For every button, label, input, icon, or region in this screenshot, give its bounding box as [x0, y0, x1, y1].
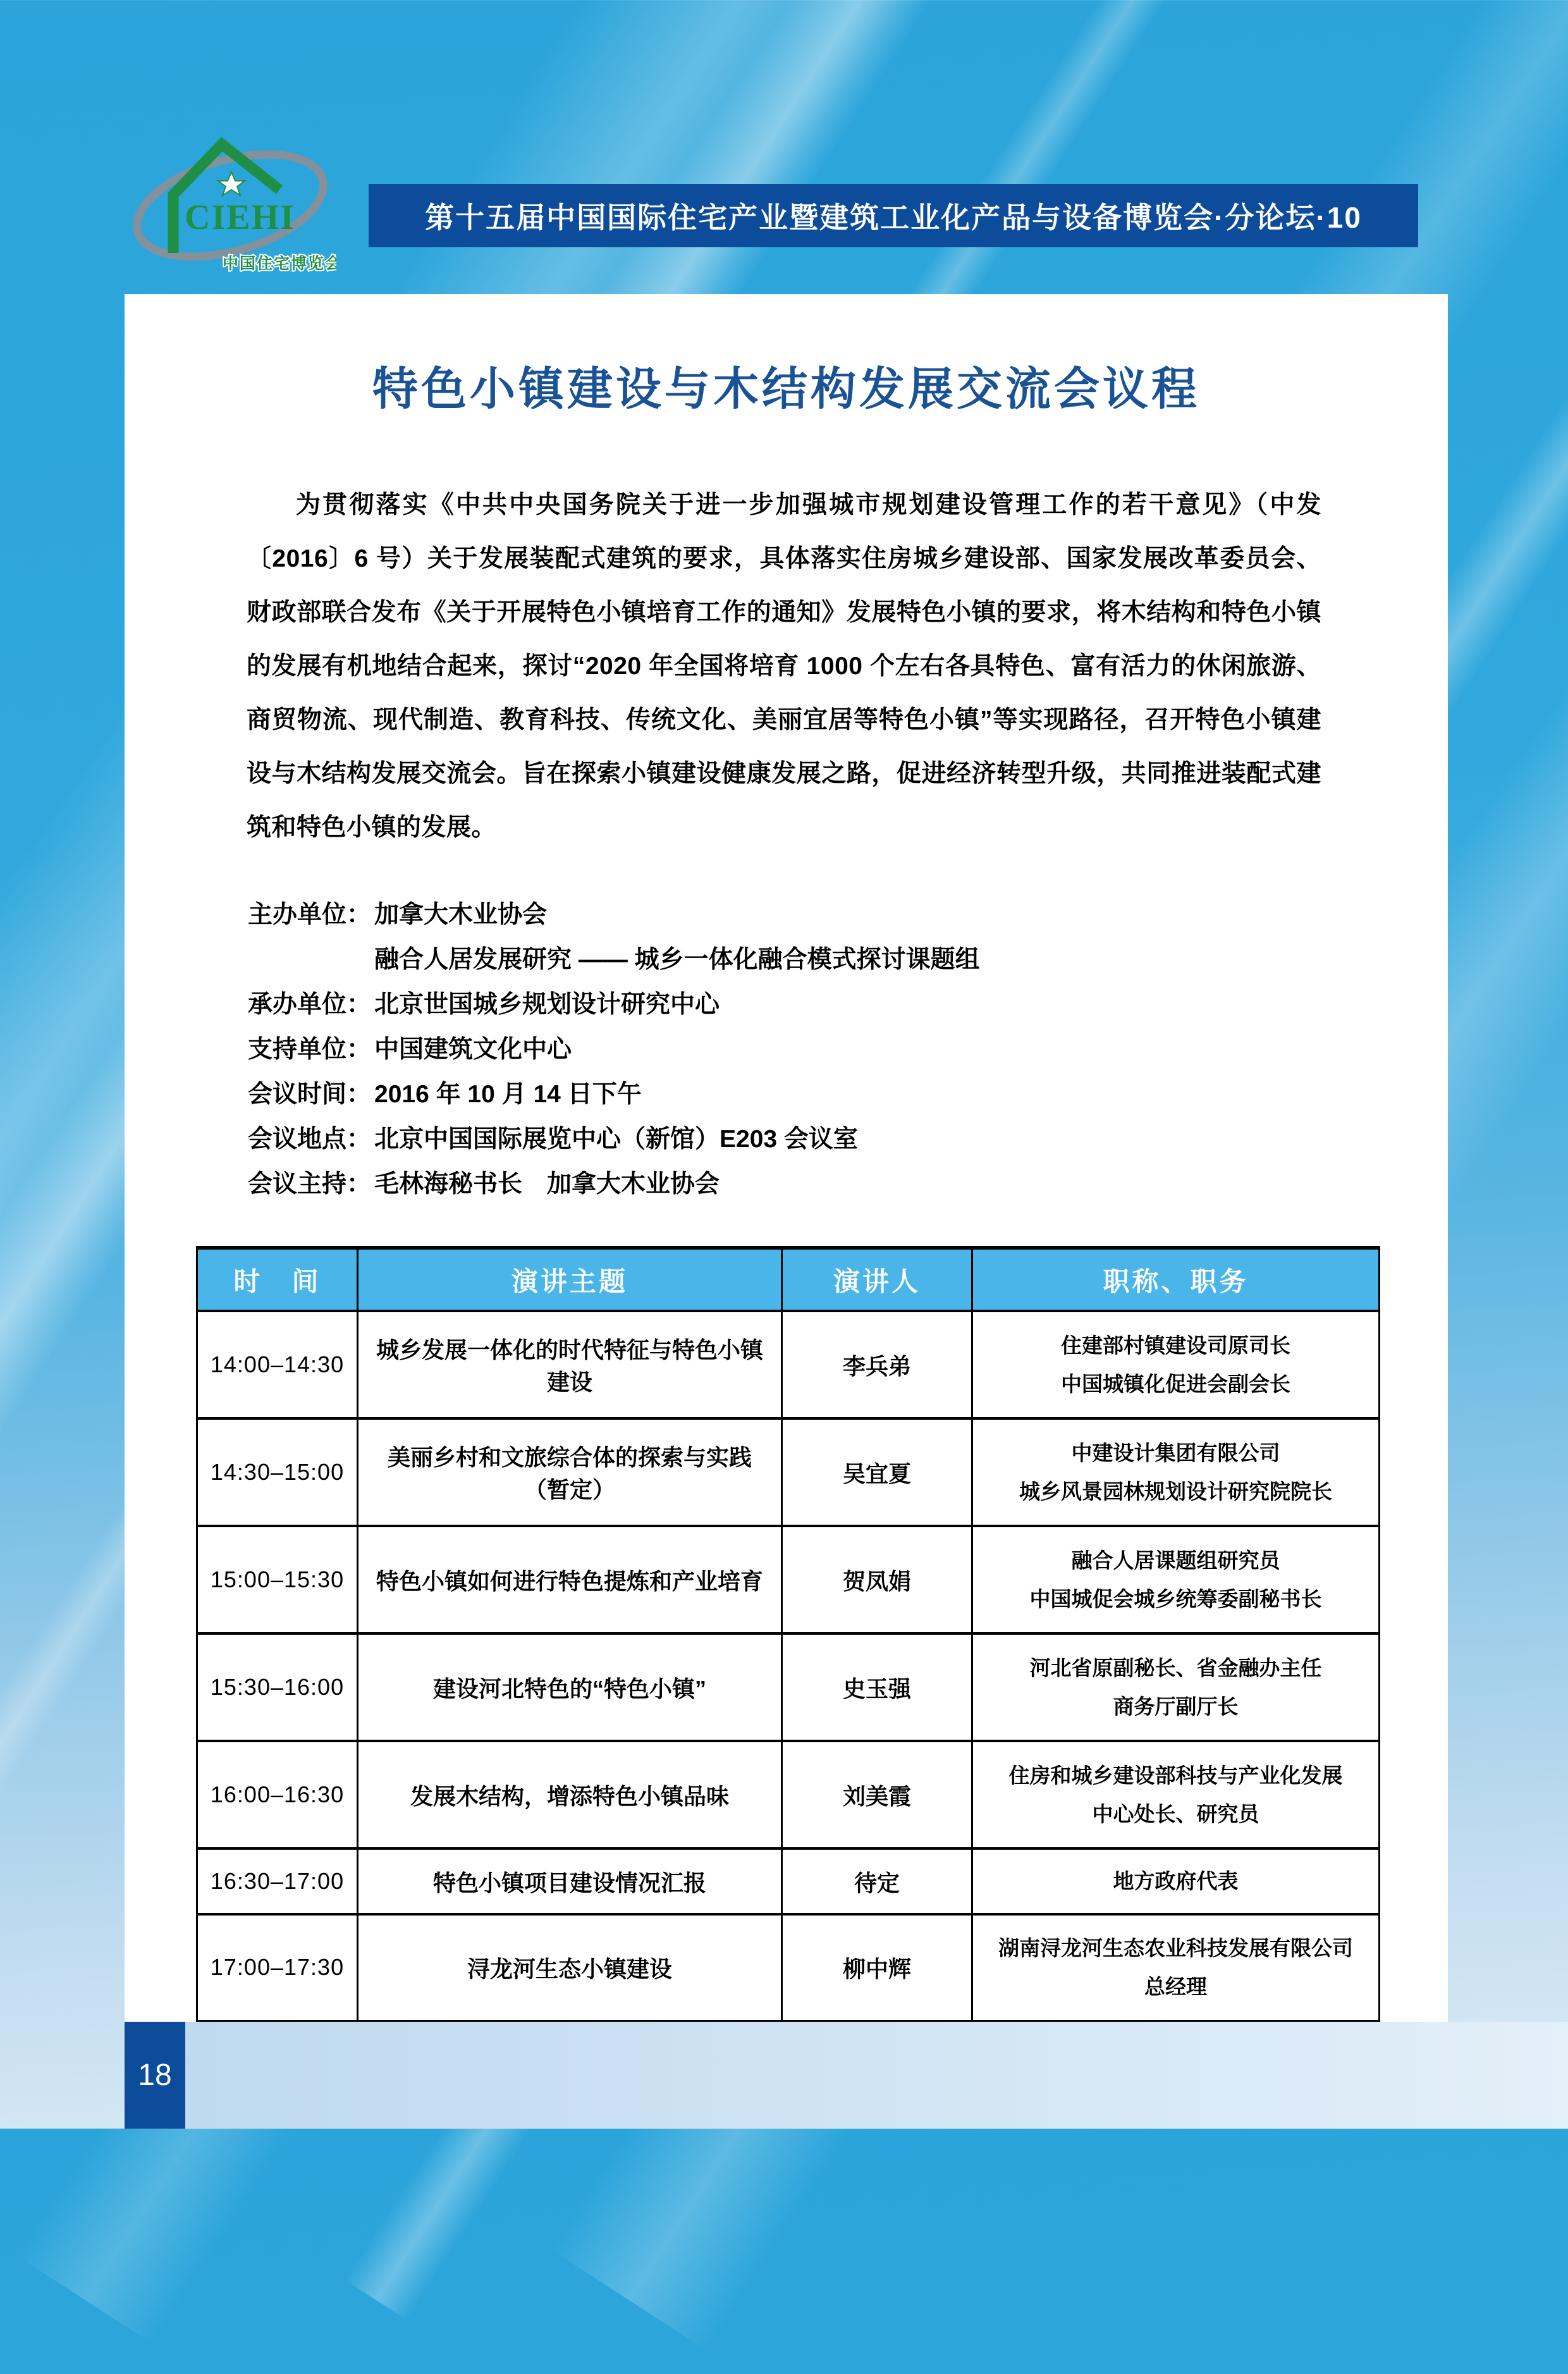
info-label: 会议地点：: [248, 1126, 372, 1153]
content-card: [125, 294, 1448, 2022]
session-speaker: 李兵弟: [782, 1311, 972, 1418]
ciehi-logo: [124, 133, 336, 280]
agenda-table: [196, 1246, 1380, 2024]
info-label: [248, 937, 374, 982]
session-topic: 特色小镇项目建设情况汇报: [358, 1848, 782, 1914]
session-time: 17:00–17:30: [197, 1914, 358, 2022]
info-row-host-2: [248, 937, 1347, 982]
session-speaker: 史玉强: [782, 1633, 972, 1741]
session-topic: 特色小镇如何进行特色提炼和产业培育: [358, 1526, 782, 1633]
info-value: 加拿大木业协会: [374, 901, 548, 928]
logo-subtitle: 中国住宅博览会: [223, 255, 336, 273]
logo-star-icon: [218, 172, 245, 195]
table-row: [197, 1633, 1380, 1741]
info-row-supporter: [248, 1027, 1347, 1072]
session-topic: 城乡发展一体化的时代特征与特色小镇建设: [358, 1311, 782, 1418]
session-speaker: 柳中辉: [782, 1914, 972, 2022]
session-title: 湖南浔龙河生态农业科技发展有限公司 总经理: [972, 1914, 1380, 2022]
header-time: 时 间: [197, 1248, 358, 1311]
info-value: 毛林海秘书长 加拿大木业协会: [374, 1171, 720, 1198]
info-value: 融合人居发展研究 —— 城乡一体化融合模式探讨课题组: [374, 946, 980, 973]
info-value: 北京中国国际展览中心（新馆）E203 会议室: [374, 1126, 858, 1153]
table-row: [197, 1741, 1380, 1848]
table-row: [197, 1914, 1380, 2022]
session-title: 住房和城乡建设部科技与产业化发展 中心处长、研究员: [972, 1741, 1380, 1848]
table-row: [197, 1311, 1380, 1418]
header-topic: 演讲主题: [358, 1248, 782, 1311]
session-time: 15:30–16:00: [197, 1633, 358, 1741]
table-header-row: [197, 1248, 1380, 1311]
page-title: 特色小镇建设与木结构发展交流会议程: [372, 364, 1200, 415]
info-row-moderator: [248, 1162, 1347, 1207]
session-speaker: 刘美霞: [782, 1741, 972, 1848]
session-time: 15:00–15:30: [197, 1526, 358, 1633]
session-title: 融合人居课题组研究员 中国城促会城乡统筹委副秘书长: [972, 1526, 1380, 1633]
session-time: 16:00–16:30: [197, 1741, 358, 1848]
info-value: 2016 年 10 月 14 日下午: [374, 1081, 642, 1108]
meeting-info-list: [248, 892, 1347, 1207]
info-row-time: [248, 1072, 1347, 1117]
session-title: 中建设计集团有限公司 城乡风景园林规划设计研究院院长: [972, 1418, 1380, 1526]
info-label: 会议时间：: [248, 1081, 372, 1108]
session-topic: 美丽乡村和文旅综合体的探索与实践（暂定）: [358, 1418, 782, 1526]
session-title: 住建部村镇建设司原司长 中国城镇化促进会副会长: [972, 1311, 1380, 1418]
session-title: 河北省原副秘长、省金融办主任 商务厅副厅长: [972, 1633, 1380, 1741]
session-topic: 浔龙河生态小镇建设: [358, 1914, 782, 2022]
info-label: 支持单位：: [248, 1036, 372, 1063]
expo-header-text: 第十五届中国国际住宅产业暨建筑工业化产品与设备博览会·分论坛·10: [425, 201, 1362, 234]
footer-band: [125, 2022, 1568, 2129]
header-speaker: 演讲人: [782, 1248, 972, 1311]
session-speaker: 吴宜夏: [782, 1418, 972, 1526]
page-number: 18: [125, 2022, 185, 2129]
info-row-host: [248, 892, 1347, 937]
session-topic: 发展木结构，增添特色小镇品味: [358, 1741, 782, 1848]
session-speaker: 贺凤娟: [782, 1526, 972, 1633]
session-time: 14:30–15:00: [197, 1418, 358, 1526]
session-speaker: 待定: [782, 1848, 972, 1914]
session-time: 14:00–14:30: [197, 1311, 358, 1418]
logo-acronym: CIEHI: [185, 198, 295, 237]
info-label: 承办单位：: [248, 991, 372, 1018]
info-row-organizer: [248, 982, 1347, 1027]
intro-paragraph: 为贯彻落实《中共中央国务院关于进一步加强城市规划建设管理工作的若干意见》（中发〔2016〕6 号）关于发展装配式建筑的要求，具体落实住房城乡建设部、国家发展改革委员会、财政部联合发布《关于开展特色小镇培育工作的通知》发展特色小镇的要求，将木结构和特色小镇的发展有机地结合起来，探讨“2020 年全国将培育 1000 个左右各具特色、富有活力的休闲旅游、商贸物流、现代制造、教育科技、传统文化、美丽宜居等特色小镇”等实现路径，召开特色小镇建设与木结构发展交流会。旨在探索小镇建设健康发展之路，促进经济转型升级，共同推进装配式建筑和特色小镇的发展。: [247, 491, 1321, 841]
info-row-venue: [248, 1117, 1347, 1162]
ciehi-logo-graphic: [124, 133, 336, 280]
info-label: 主办单位：: [248, 901, 372, 928]
session-time: 16:30–17:00: [197, 1848, 358, 1914]
table-row: [197, 1418, 1380, 1526]
info-label: 会议主持：: [248, 1171, 372, 1198]
header-title: 职称、职务: [972, 1248, 1380, 1311]
session-title: 地方政府代表: [972, 1848, 1380, 1914]
table-row: [197, 1526, 1380, 1633]
expo-header-banner: [369, 184, 1418, 247]
table-row: [197, 1848, 1380, 1914]
info-value: 中国建筑文化中心: [374, 1036, 572, 1063]
session-topic: 建设河北特色的“特色小镇”: [358, 1633, 782, 1741]
info-value: 北京世国城乡规划设计研究中心: [374, 991, 720, 1018]
